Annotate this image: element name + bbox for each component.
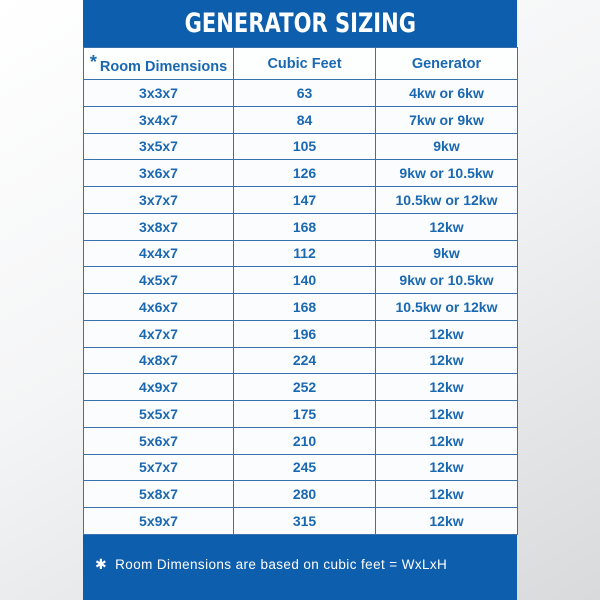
table-row	[84, 213, 518, 240]
table-header-row	[84, 48, 518, 80]
cell-cubic-feet: 252	[234, 374, 376, 401]
cell-generator: 12kw	[376, 401, 518, 428]
table-row	[84, 160, 518, 187]
cell-room-dimensions: 4x9x7	[84, 374, 234, 401]
table-row	[84, 374, 518, 401]
table-row	[84, 454, 518, 481]
table-row	[84, 187, 518, 214]
cell-cubic-feet: 224	[234, 347, 376, 374]
cell-generator: 12kw	[376, 347, 518, 374]
table-row	[84, 481, 518, 508]
cell-cubic-feet: 315	[234, 508, 376, 535]
cell-generator: 12kw	[376, 320, 518, 347]
table-row	[84, 508, 518, 535]
cell-room-dimensions: 4x8x7	[84, 347, 234, 374]
cell-generator: 12kw	[376, 213, 518, 240]
cell-generator: 10.5kw or 12kw	[376, 294, 518, 321]
cell-generator: 12kw	[376, 427, 518, 454]
column-header-room-dimensions	[84, 48, 234, 80]
cell-generator: 9kw	[376, 240, 518, 267]
cell-generator: 12kw	[376, 508, 518, 535]
table-row	[84, 294, 518, 321]
cell-generator: 9kw or 10.5kw	[376, 267, 518, 294]
footnote-asterisk-icon: ✱	[95, 556, 108, 572]
cell-cubic-feet: 210	[234, 427, 376, 454]
cell-generator: 7kw or 9kw	[376, 106, 518, 133]
cell-room-dimensions: 5x7x7	[84, 454, 234, 481]
generator-sizing-panel	[83, 0, 517, 600]
cell-cubic-feet: 105	[234, 133, 376, 160]
cell-cubic-feet: 140	[234, 267, 376, 294]
cell-room-dimensions: 3x5x7	[84, 133, 234, 160]
table-body	[84, 80, 518, 535]
table-row	[84, 240, 518, 267]
generator-sizing-table	[83, 47, 518, 535]
cell-cubic-feet: 168	[234, 294, 376, 321]
table-row	[84, 401, 518, 428]
cell-room-dimensions: 3x7x7	[84, 187, 234, 214]
column-header-room-dimensions-label: Room Dimensions	[99, 59, 228, 75]
cell-cubic-feet: 196	[234, 320, 376, 347]
cell-cubic-feet: 112	[234, 240, 376, 267]
cell-room-dimensions: 4x7x7	[84, 320, 234, 347]
table-row	[84, 267, 518, 294]
cell-generator: 12kw	[376, 374, 518, 401]
table-row	[84, 427, 518, 454]
cell-room-dimensions: 4x6x7	[84, 294, 234, 321]
cell-room-dimensions: 3x3x7	[84, 80, 234, 107]
table-row	[84, 133, 518, 160]
table-row	[84, 80, 518, 107]
cell-room-dimensions: 3x8x7	[84, 213, 234, 240]
cell-room-dimensions: 4x5x7	[84, 267, 234, 294]
page-title: GENERATOR SIZING	[184, 8, 416, 39]
cell-generator: 10.5kw or 12kw	[376, 187, 518, 214]
cell-room-dimensions: 5x9x7	[84, 508, 234, 535]
column-header-generator: Generator	[376, 48, 518, 80]
cell-cubic-feet: 63	[234, 80, 376, 107]
title-bar	[83, 0, 517, 47]
column-header-cubic-feet: Cubic Feet	[234, 48, 376, 80]
table-row	[84, 347, 518, 374]
cell-generator: 9kw	[376, 133, 518, 160]
asterisk-marker-icon: *	[89, 52, 97, 72]
cell-generator: 4kw or 6kw	[376, 80, 518, 107]
table-header	[84, 48, 518, 80]
cell-generator: 12kw	[376, 481, 518, 508]
cell-cubic-feet: 147	[234, 187, 376, 214]
cell-room-dimensions: 3x4x7	[84, 106, 234, 133]
cell-room-dimensions: 5x5x7	[84, 401, 234, 428]
cell-room-dimensions: 3x6x7	[84, 160, 234, 187]
cell-cubic-feet: 245	[234, 454, 376, 481]
cell-cubic-feet: 84	[234, 106, 376, 133]
cell-cubic-feet: 126	[234, 160, 376, 187]
cell-generator: 9kw or 10.5kw	[376, 160, 518, 187]
footnote-text: Room Dimensions are based on cubic feet = WxLxH	[115, 557, 448, 572]
cell-room-dimensions: 5x6x7	[84, 427, 234, 454]
cell-generator: 12kw	[376, 454, 518, 481]
table-row	[84, 320, 518, 347]
cell-cubic-feet: 280	[234, 481, 376, 508]
cell-room-dimensions: 5x8x7	[84, 481, 234, 508]
cell-cubic-feet: 168	[234, 213, 376, 240]
footnote-bar	[83, 535, 517, 600]
cell-cubic-feet: 175	[234, 401, 376, 428]
table-row	[84, 106, 518, 133]
cell-room-dimensions: 4x4x7	[84, 240, 234, 267]
